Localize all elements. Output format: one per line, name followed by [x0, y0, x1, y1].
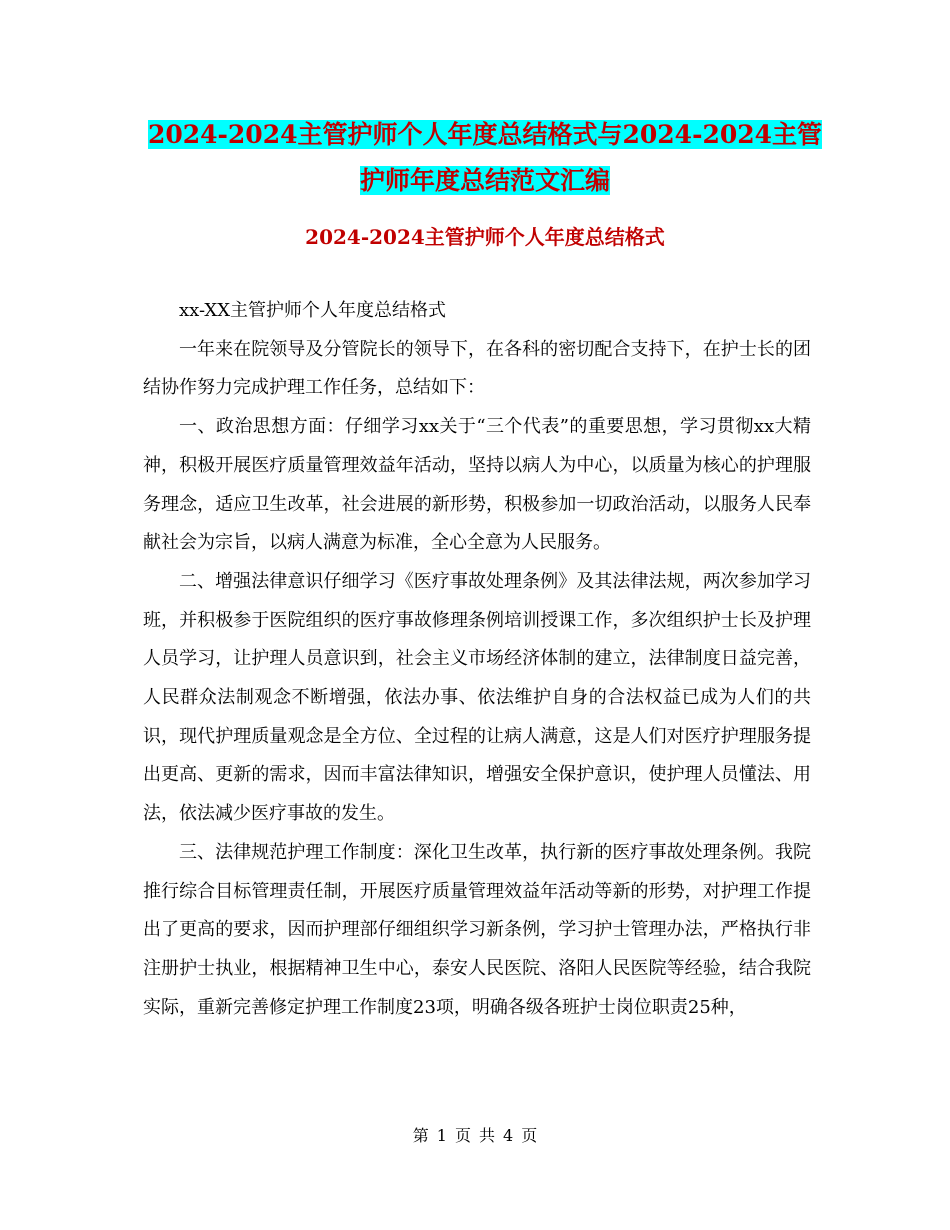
page-prefix: 第: [412, 1126, 429, 1145]
section-title: 2024-2024主管护师个人年度总结格式: [305, 225, 665, 249]
document-main-title: [140, 112, 830, 204]
total-unit: 页: [521, 1126, 538, 1145]
body-paragraph: 一年来在院领导及分管院长的领导下，在各科的密切配合支持下，在护士长的团结协作努力完成护理工作任务，总结如下：: [143, 338, 811, 399]
body-paragraph: 三、法律规范护理工作制度：深化卫生改革，执行新的医疗事故处理条例。我院推行综合目标管理责任制，开展医疗质量管理效益年活动等新的形势，对护理工作提出了更高的要求，因而护理部仔细组织学习新条例，学习护士管理办法，严格执行非注册护士执业，根据精神卫生中心，泰安人民医院、洛阳人民医院等经验，结合我院实际，重新完善修定护理工作制度23项，明确各级各班护士岗位职责25种，: [143, 841, 811, 1018]
body-paragraph: 二、增强法律意识仔细学习《医疗事故处理条例》及其法律法规，两次参加学习班，并积极参于医院组织的医疗事故修理条例培训授课工作，多次组织护士长及护理人员学习，让护理人员意识到，社会主义市场经济体制的建立，法律制度日益完善，人民群众法制观念不断增强，依法办事、依法维护自身的合法权益已成为人们的共识，现代护理质量观念是全方位、全过程的让病人满意，这是人们对医疗护理服务提出更高、更新的需求，因而丰富法律知识，增强安全保护意识，使护理人员懂法、用法，依法减少医疗事故的发生。: [143, 570, 811, 825]
total-prefix: 共: [479, 1126, 496, 1145]
body-paragraph: xx-XX主管护师个人年度总结格式: [179, 300, 447, 321]
body-paragraph: 一、政治思想方面：仔细学习xx关于“三个代表”的重要思想，学习贯彻xx大精神，积极开展医疗质量管理效益年活动，坚持以病人为中心，以质量为核心的护理服务理念，适应卫生改革，社会进展的新形势，积极参加一切政治活动，以服务人民奉献社会为宗旨，以病人满意为标准，全心全意为人民服务。: [143, 416, 811, 554]
page-number: 1: [436, 1126, 447, 1145]
page-unit: 页: [454, 1126, 471, 1145]
page-footer: [0, 1124, 950, 1148]
total-pages: 4: [503, 1126, 514, 1145]
main-title-highlight: 2024-2024主管护师个人年度总结格式与2024-2024主管护师年度总结范文汇编: [147, 120, 823, 195]
document-body: [143, 292, 811, 1027]
